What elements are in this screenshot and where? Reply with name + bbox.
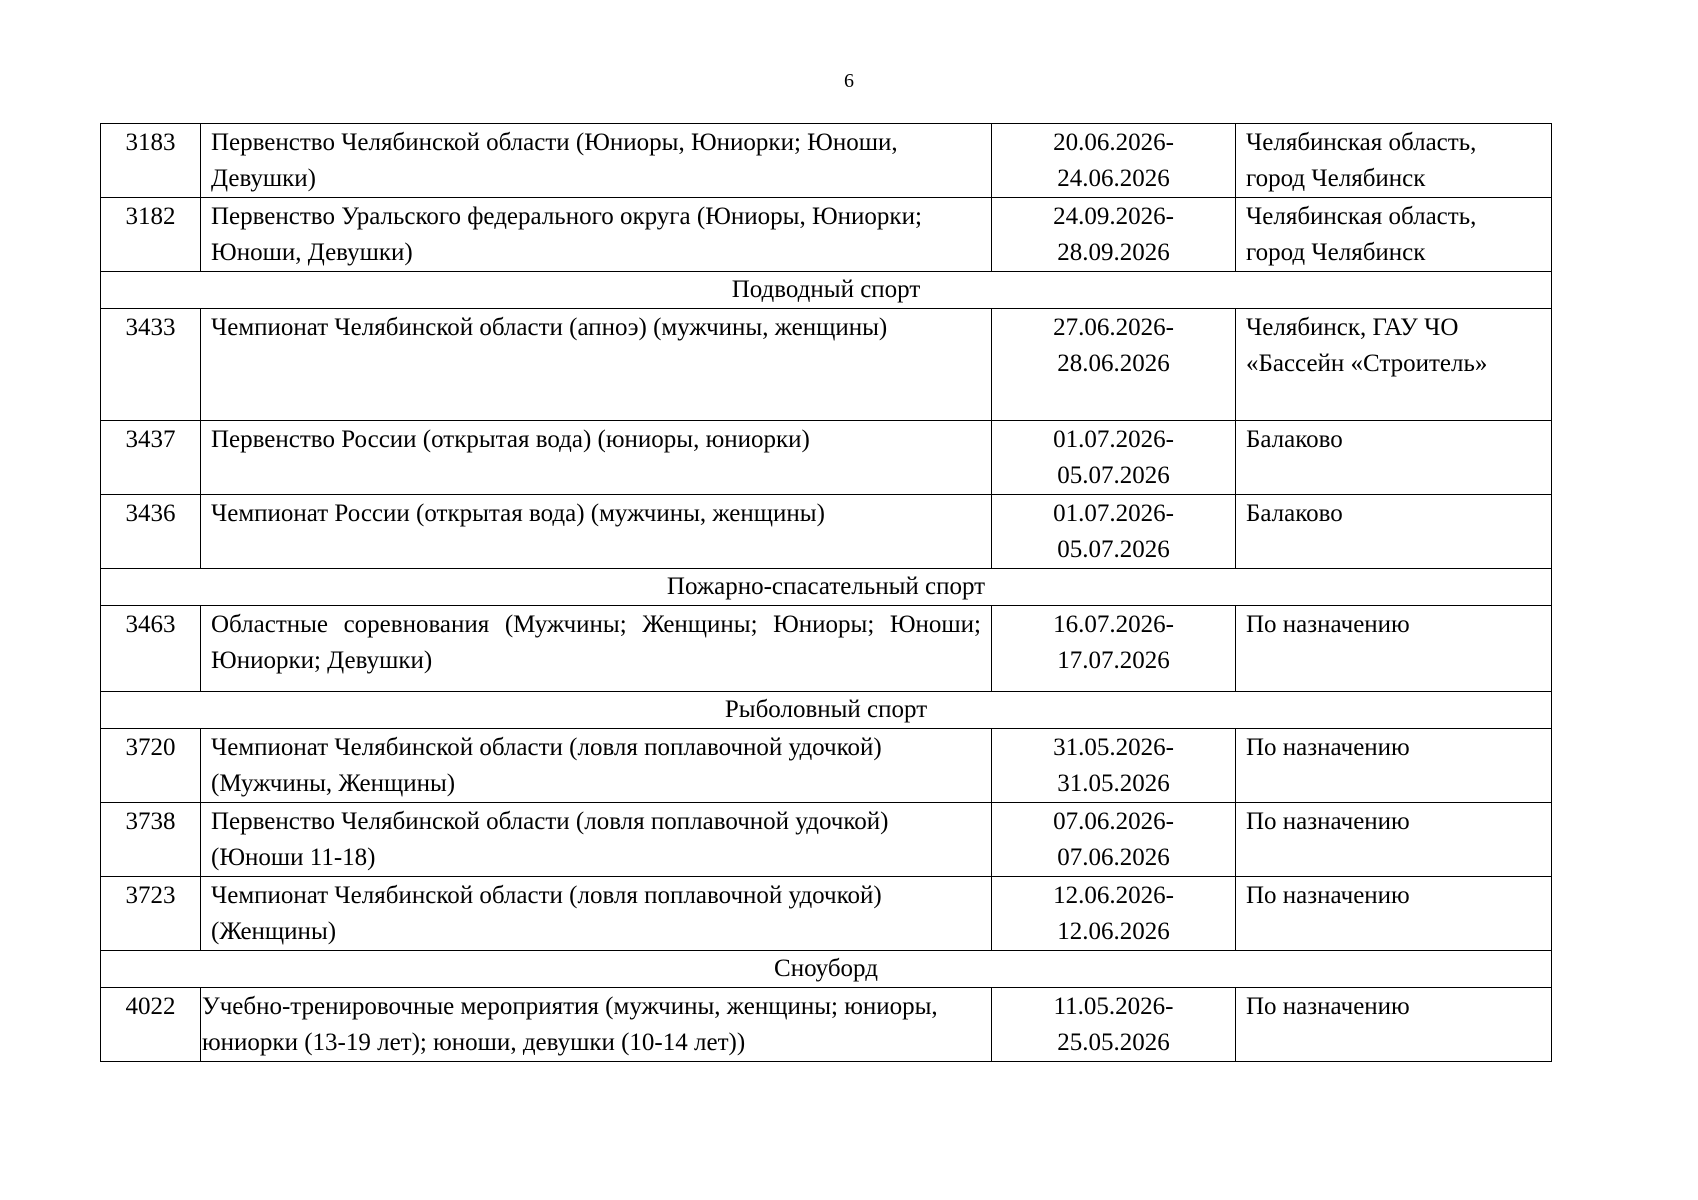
event-dates [992,988,1236,1062]
table-row [101,124,1552,198]
event-place: Челябинск, ГАУ ЧО «Бассейн «Строитель» [1236,309,1552,421]
date-start: 27.06.2026- [1053,314,1174,341]
date-start: 24.09.2026- [1053,203,1174,230]
date-start: 11.05.2026- [1053,993,1174,1020]
date-start: 01.07.2026- [1053,426,1174,453]
date-end: 31.05.2026 [1057,770,1170,797]
event-number: 3720 [101,729,201,803]
date-end: 24.06.2026 [1057,165,1170,192]
date-start: 07.06.2026- [1053,808,1174,835]
event-place: По назначению [1236,803,1552,877]
date-end: 12.06.2026 [1057,918,1170,945]
event-place: По назначению [1236,877,1552,951]
event-number: 4022 [101,988,201,1062]
event-dates [992,729,1236,803]
table-row [101,803,1552,877]
event-dates [992,198,1236,272]
event-number: 3738 [101,803,201,877]
table-row [101,495,1552,569]
section-title: Сноуборд [101,951,1552,988]
date-end: 17.07.2026 [1057,647,1170,674]
section-header-row [101,692,1552,729]
event-number: 3183 [101,124,201,198]
section-title: Пожарно-спасательный спорт [101,569,1552,606]
table-row [101,988,1552,1062]
event-name: Чемпионат России (открытая вода) (мужчины, женщины) [201,495,992,569]
event-place: Балаково [1236,421,1552,495]
event-number: 3437 [101,421,201,495]
date-end: 07.06.2026 [1057,844,1170,871]
date-end: 25.05.2026 [1057,1029,1170,1056]
page-number: 6 [844,70,854,92]
event-dates [992,421,1236,495]
event-place: По назначению [1236,729,1552,803]
event-name: Областные соревнования (Мужчины; Женщины; Юниоры; Юноши; Юниорки; Девушки) [201,606,992,692]
event-number: 3436 [101,495,201,569]
table-row [101,198,1552,272]
date-end: 28.09.2026 [1057,239,1170,266]
event-name: Чемпионат Челябинской области (ловля поплавочной удочкой) (Женщины) [201,877,992,951]
event-name: Чемпионат Челябинской области (ловля поплавочной удочкой) (Мужчины, Женщины) [201,729,992,803]
event-place: По назначению [1236,606,1552,692]
table-row [101,309,1552,421]
date-start: 01.07.2026- [1053,500,1174,527]
event-name: Первенство России (открытая вода) (юниоры, юниорки) [201,421,992,495]
section-header-row [101,272,1552,309]
date-start: 12.06.2026- [1053,882,1174,909]
event-place: Челябинская область, город Челябинск [1236,198,1552,272]
events-table [100,123,1552,1062]
date-start: 20.06.2026- [1053,129,1174,156]
event-dates [992,803,1236,877]
date-start: 16.07.2026- [1053,611,1174,638]
date-end: 05.07.2026 [1057,462,1170,489]
event-number: 3433 [101,309,201,421]
date-start: 31.05.2026- [1053,734,1174,761]
event-number: 3723 [101,877,201,951]
section-title: Рыболовный спорт [101,692,1552,729]
event-place: По назначению [1236,988,1552,1062]
event-number: 3182 [101,198,201,272]
section-title: Подводный спорт [101,272,1552,309]
event-dates [992,309,1236,421]
table-row [101,421,1552,495]
table-row [101,729,1552,803]
table-row [101,606,1552,692]
event-dates [992,877,1236,951]
event-number: 3463 [101,606,201,692]
section-header-row [101,951,1552,988]
event-place: Балаково [1236,495,1552,569]
event-dates [992,606,1236,692]
event-name: Чемпионат Челябинской области (апноэ) (мужчины, женщины) [201,309,992,421]
event-name: Первенство Челябинской области (Юниоры, Юниорки; Юноши, Девушки) [201,124,992,198]
date-end: 28.06.2026 [1057,350,1170,377]
event-dates [992,124,1236,198]
event-place: Челябинская область, город Челябинск [1236,124,1552,198]
event-name: Первенство Челябинской области (ловля поплавочной удочкой) (Юноши 11-18) [201,803,992,877]
date-end: 05.07.2026 [1057,536,1170,563]
section-header-row [101,569,1552,606]
event-name: Учебно-тренировочные мероприятия (мужчины, женщины; юниоры, юниорки (13-19 лет); юноши, девушки (10-14 лет)) [201,988,992,1062]
event-dates [992,495,1236,569]
table-row [101,877,1552,951]
event-name: Первенство Уральского федерального округа (Юниоры, Юниорки; Юноши, Девушки) [201,198,992,272]
